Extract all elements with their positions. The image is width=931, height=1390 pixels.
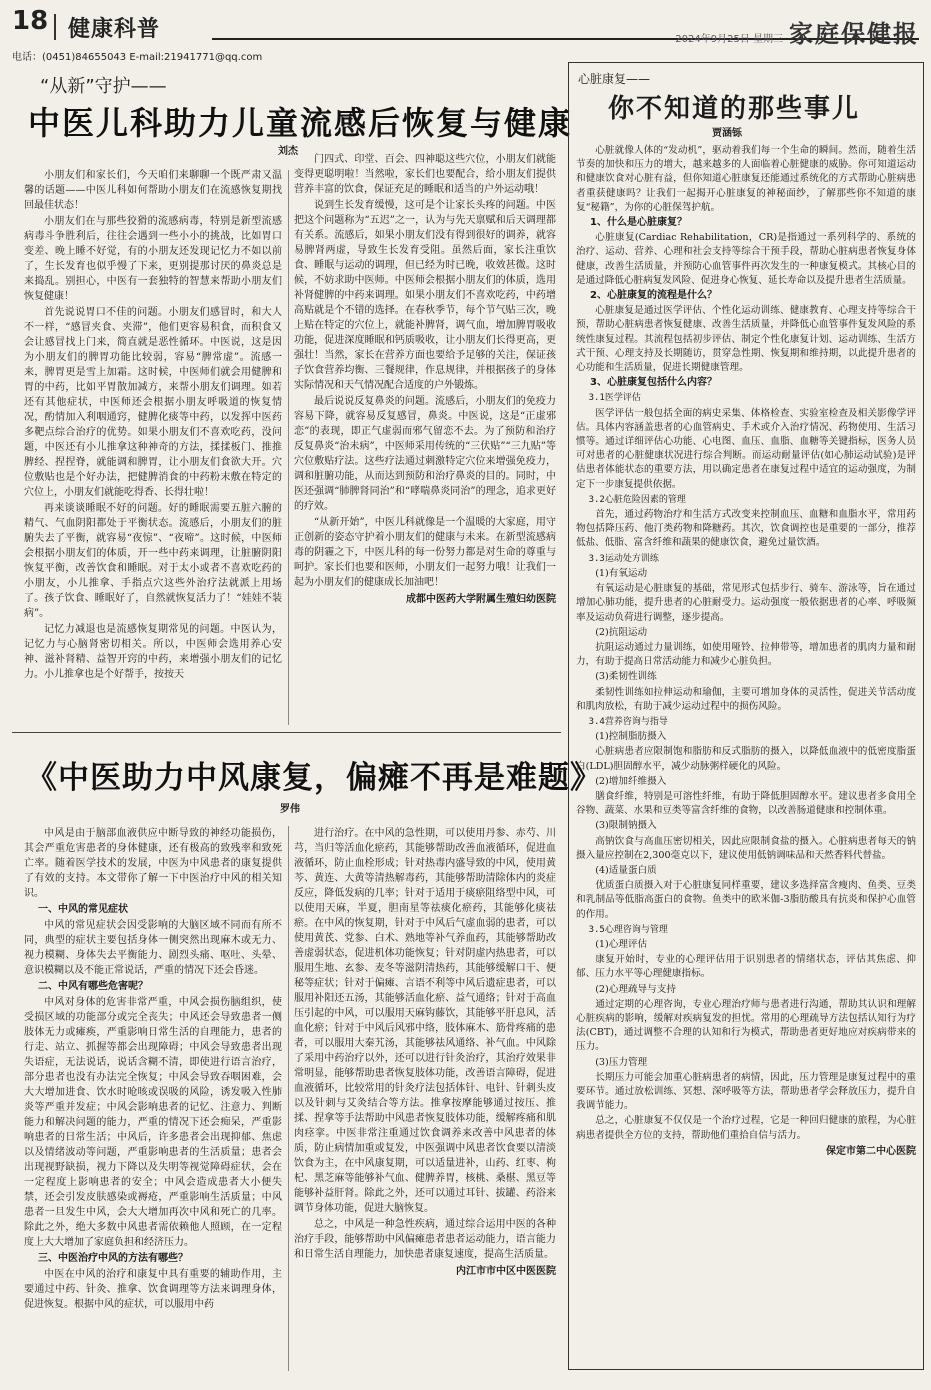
article1-title: 中医儿科助力儿童流感后恢复与健康: [28, 104, 573, 142]
paragraph: 记忆力减退也是流感恢复期常见的问题。中医认为，记忆力与心脑肾密切相关。所以，中医师会选用养心安神、滋补肾精、益智开窍的中药，来增强小朋友们的记忆力。小儿推拿也是个好帮手，按按天: [24, 624, 282, 680]
paragraph: 首先，通过药物治疗和生活方式改变来控制血压、血糖和血脂水平，常用药物包括降压药、他汀类药物和降糖药。其次，饮食调控也是重要的一部分，推荐低盐、低脂、富含纤维和蔬果的健康饮食，避免过量饮酒。: [576, 509, 916, 549]
paragraph: (2)抗阻运动: [595, 626, 648, 638]
paragraph: 心脏病患者应限制饱和脂肪和反式脂肪的摄入，以降低血液中的低密度脂蛋白(LDL)胆固醇水平，减少动脉粥样硬化的风险。: [576, 746, 916, 772]
article3-title: 你不知道的那些事儿: [608, 94, 861, 124]
paragraph: (1)心理评估: [595, 938, 648, 950]
paragraph: (1)控制脂肪摄入: [595, 731, 667, 743]
paragraph: 中风对身体的危害非常严重，中风会损伤脑组织，使受损区域的功能部分或完全丧失；中风还会导致患者一侧肢体无力或瘫痪，严重影响日常生活的自理能力，患者的行走、站立、抓握等都会出现障碍；中风会导致患者出现失语症，无法说话，说话含糊不清，即使进行语言治疗，部分患者也没有办法完全恢复；中风会导致吞咽困难，会大大增加进食、饮水时呛咳或误吸的风险，诱发吸入性肺炎等严重并发症；中风会影响患者的记忆、注意力、判断能力和解决问题的能力，严重的情况下还会痴呆，严重影响患者的日常生活；中风后，许多患者会出现抑郁、焦虑以及情绪波动等问题，严重影响患者的生活质量；患者会出现视野缺损，视力下降以及失明等视觉障碍症状，会在一定程度上影响患者的安全；中风会造成患者大小便失禁，还会引发皮肤感染或褥疮，严重影响生活质量；中风患者一旦发生中风，会大大增加再次中风和死亡的几率。除此之外，绝大多数中风患者需依赖他人照顾，在一定程度上大大增加了家庭负担和经济压力。: [24, 997, 282, 1248]
paragraph: 心脏康复(Cardiac Rehabilitation，CR)是指通过一系列科学的、系统的治疗、运动、营养、心理和社会支持等综合干预手段，帮助心脏病患者恢复身体健康，改善生活质量，并预防心血管事件再次发生的一种康复模式。其核心目的是通过降低心脏病复发风险、促进身心恢复、延长寿命以及提升患者生活质量。: [576, 232, 916, 286]
paragraph: 首先说说胃口不佳的问题。小朋友们感冒时，和大人不一样，“感冒夹食、夹滞”，他们更容易积食，而积食又会让感冒找上门来，简直就是恶性循环。中医说，这是因为小朋友们的脾胃功能比较弱，容易“脾常虚”。流感一来，脾胃更是雪上加霜。这时候，中医师们就会用健脾和胃的中药，比如平胃散加减方，来帮小朋友们调理。如若还有其他症状，中医师还会根据小朋友呼吸道的恢复情况，酌情加入利咽通窍，健脾化痰等中药，以发挥中医药多靶点综合治疗的优势。如果小朋友们不喜欢吃药，没问题，中医还有小儿推拿这种神奇的方法，揉揉板门、推推脾经、捏捏脊，就能调和脾胃，让小朋友们食欲大开。穴位敷贴也是个好办法，把健脾消食的中药粉末敷在特定的穴位上，小朋友们就能吃得香、长得壮啦！: [24, 307, 282, 498]
article1-column-1: [24, 168, 282, 728]
issue-date: 2024年9月25日 星期三: [675, 34, 783, 45]
paragraph: 柔韧性训练如拉伸运动和瑜伽，主要可增加身体的灵活性，促进关节活动度和肌肉放松，有助于减少运动过程中的损伤风险。: [576, 686, 916, 712]
header-divider: [54, 14, 56, 40]
paragraph: 中医在中风的治疗和康复中具有重要的辅助作用，主要通过中药、针灸、推拿、饮食调理等方法来调理身体，促进恢复。根据中风的症状，可以服用中药: [24, 1269, 282, 1310]
paragraph: 膳食纤维，特别是可溶性纤维，有助于降低胆固醇水平。建议患者多食用全谷物、蔬菜、水果和豆类等富含纤维的食物，以改善肠道健康和控制体重。: [576, 790, 916, 817]
paragraph: 心脏就像人体的“发动机”，驱动着我们每一个生命的瞬间。然而，随着生活节奏的加快和压力的增大，越来越多的人面临着心脏健康的威胁。你可知道运动和健康饮食对心脏有益，但你知道心脏康复还能通过系统化的方式帮助心脏病患者重获健康吗？让我们一起揭开心脏康复的神秘面纱，了解那些你不知道的康复“秘籍”，为你的心脏保驾护航。: [576, 145, 916, 213]
subsection-heading: 3.1医学评估: [588, 393, 641, 404]
section-heading: 二、中风有哪些危害呢？: [38, 981, 148, 992]
section-heading: 2、心脏康复的流程是什么？: [590, 290, 717, 302]
paragraph: 总之，心脏康复不仅仅是一个治疗过程，它是一种回归健康的旅程，为心脏病患者提供全方位的支持，帮助他们重拾自信与活力。: [576, 1115, 916, 1141]
subsection-heading: 3.5心理咨询与管理: [588, 924, 668, 935]
paragraph: 进行治疗。在中风的急性期，可以使用丹参、赤芍、川芎，当归等活血化瘀药，其能够帮助改善血液循环，促进血液循环，防止血栓形成；针对热毒内盛导致的中风，使用黄芩、黄连、大黄等清热解毒药，其能够帮助清除体内的炎症反应，降低发病的几率；针对于适用于痰瘀阻络型中风，可以使用天麻，半夏，胆南星等祛痰化瘀药，其能够化痰祛瘀。在中风的恢复期，针对于中风后气虚血弱的患者，可以使用黄芪、党参、白术、熟地等补气养血药，其能够帮助改善虚弱状态，促进机体功能恢复；针对阴虚内热患者，可以服用生地、玄参、麦冬等滋阴清热药，其能够缓解口干、便秘等症状；针对于偏瘫、言语不利等中风后遗症患者，可以服用补阳还五汤，其能够活血化瘀、益气通络；针对于高血压引起的中风，可以服用天麻钩藤饮，其能够平肝息风，活血化瘀；针对于中风后风邪中络，肢体麻木、筋骨疼痛的患者，可以服用大秦艽汤，其能够祛风通络、补气血。中风除了采用中药治疗以外，还可以进行针灸治疗，其治疗效果非常明显，能够帮助患者恢复肢体功能，改善语言障碍，促进血液循环，比较常用的针灸疗法包括体针、电针、针刺头皮以及针刺与艾灸结合等方法。推拿按摩能够通过按压、推揉、捏拿等手法帮助中风患者恢复肢体功能，缓解疼痛和肌肉痉挛。中医非常注重通过饮食调养来改善中风患者的体质，防止病情加重或复发，中医强调中风患者饮食要以清淡饮食为主，在中风康复期，可以适量进补，山药、红枣、枸杞、黑芝麻等能够补气血、健脾养胃，核桃、桑椹、黑豆等能够补益肝肾。除此之外，还可以通过耳针、拔罐、药浴来调节身体功能，促进大脑恢复。: [294, 828, 556, 1214]
paragraph: 小朋友们在与那些狡猾的流感病毒，特别是新型流感病毒斗争胜利后，往往会遇到一些小小的挑战，比如胃口变差、晚上睡不好觉，有的小朋友还发现记忆力不如以前了，生长发育也似乎慢了下来，更别提那讨厌的鼻炎总是来捣乱。别担心，中医有一套独特的智慧来帮助小朋友们恢复健康！: [24, 216, 282, 302]
article2-title: 《中医助力中风康复，偏瘫不再是难题》: [26, 760, 602, 796]
article3-column: [576, 144, 916, 1364]
paragraph: (2)增加纤维摄入: [595, 775, 667, 787]
section-heading: 三、中医治疗中风的方法有哪些？: [38, 1253, 188, 1264]
paragraph: 总之，中风是一种急性疾病，通过综合运用中医的各种治疗手段，能够帮助中风偏瘫患者患者运动能力，语言能力和日常生活自理能力，加快患者康复速度，提高生活质量。: [294, 1219, 556, 1260]
paragraph: 高钠饮食与高血压密切相关，因此应限制食盐的摄入。心脏病患者每天的钠摄入量应控制在2,300毫克以下，建议使用低钠调味品和天然香料代替盐。: [576, 835, 916, 861]
paragraph: 康复开始时，专业的心理评估用于识别患者的情绪状态，评估其焦虑、抑郁、压力水平等心理健康指标。: [576, 954, 916, 980]
paragraph: 最后说说反复鼻炎的问题。流感后，小朋友们的免疫力容易下降，就容易反复感冒，鼻炎。中医说，这是“正虚邪恋”的表现，即正气虚弱而邪气留恋不去。为了预防和治疗反复鼻炎“治未病”，中医师采用传统的“三伏贴”“三九贴”等穴位敷贴疗法。这些疗法通过刺激特定穴位来增强免疫力，调和脏腑功能，从而达到预防和治疗鼻炎的目的。同时，中医还强调“肺脾肾同治”和“哮喘鼻炎同治”的理念，追求更好的疗效。: [294, 396, 556, 512]
article3-kicker: 心脏康复——: [578, 72, 651, 86]
paragraph: 抗阻运动通过力量训练，如使用哑铃、拉伸带等，增加患者的肌肉力量和耐力，有助于提高日常活动能力和减少心脏负担。: [576, 641, 916, 668]
institution-signature: 成都中医药大学附属生殖妇幼医院: [406, 594, 556, 605]
subsection-heading: 3.4营养咨询与指导: [588, 716, 668, 727]
subsection-heading: 3.3运动处方训练: [588, 553, 659, 564]
paragraph: (2)心理疏导与支持: [595, 983, 676, 995]
header-right: [675, 14, 919, 49]
article3-author: 贾涵铄: [712, 128, 742, 139]
paragraph: 说到生长发育缓慢，这可是个让家长头疼的问题。中医把这个问题称为“五迟”之一，认为与先天禀赋和后天调理都有关系。流感后，如果小朋友们没有得到很好的调养，就容易脾肾两虚，导致生长发育受阻。虽然后面，家长注重饮食、睡眠与运动的调理，但已经为时已晚，收效甚微。这时候，不妨求助中医师。中医师会根据小朋友们的体质，选用补肾健脾的中药来调理。如果小朋友们不喜欢吃药，中药增高贴就是个不错的选择。在春秋季节，每个节气贴三次，晚上贴在特定的穴位上，就能补脾肾，调气血，增加脾胃吸收功能，促进深度睡眠和钙质吸收，让小朋友们长得更高，更强壮！当然，家长在营养方面也要给予足够的关注，保证孩子饮食营养均衡、三餐规律，作息规律，并根据孩子的身体实际情况和天气情况配合适度的户外锻炼。: [294, 200, 556, 391]
masthead: 家庭保健报: [789, 20, 919, 48]
article1-column-2: [294, 152, 556, 724]
section-name: 健康科普: [68, 17, 161, 42]
paragraph: 中风的常见症状会因受影响的大脑区域不同而有所不同，典型的症状主要包括身体一侧突然出现麻木或无力、视力模糊、身体失去平衡能力、剧烈头痛、呕吐、头晕、意识模糊以及不能正常说话，严重的情况下还会昏迷。: [24, 920, 282, 976]
paragraph: 有氧运动是心脏康复的基础，常见形式包括步行、骑车、游泳等，旨在通过增加心肺功能，提升患者的心脏耐受力。运动强度一般依据患者的心率、呼吸频率及运动负荷进行调整，逐步提高。: [576, 583, 916, 623]
article2-column-2: [294, 826, 556, 1374]
paragraph: 门四式、印堂、百会、四神聪这些穴位，小朋友们就能变得更聪明啦！当然啦，家长们也要配合，给小朋友们提供营养丰富的饮食，保证充足的睡眠和适当的户外运动哦！: [294, 154, 556, 195]
paragraph: 再来谈谈睡眠不好的问题。好的睡眠需要五脏六腑的精气、气血阴阳都处于平衡状态。流感后，小朋友们的脏腑失去了平衡，就容易“夜惊”、“夜啼”。这时候，中医师会根据小朋友们的体质，开一些中药来调理，让脏腑阴阳恢复平衡，改善饮食和睡眠。对于太小或者不喜欢吃药的小朋友，小儿推拿、手指点穴这些外治疗法就派上用场了。孩子饮食、睡眠好了，自然就恢复活力了！“娃娃不装病”。: [24, 503, 282, 619]
paragraph: 小朋友们和家长们，今天咱们来聊聊一个既严肃又温馨的话题——中医儿科如何帮助小朋友们在流感恢复期找回最佳状态！: [24, 170, 282, 211]
section-heading: 3、心脏康复包括什么内容？: [590, 377, 717, 389]
paragraph: (4)适量蛋白质: [595, 864, 657, 876]
paragraph: 优质蛋白质摄入对于心脏康复同样重要，建议多选择富含瘦肉、鱼类、豆类和乳制品等低脂高蛋白的食物。鱼类中的欧米伽-3脂肪酸具有抗炎和保护心血管的作用。: [576, 880, 916, 920]
paragraph: 通过定期的心理咨询，专业心理治疗师与患者进行沟通，帮助其认识和理解心脏疾病的影响，缓解对疾病复发的担忧。常用的心理疏导方法包括认知行为疗法(CBT)，通过调整不合理的认知和行为模式，帮助患者更好地应对疾病带来的压力。: [576, 998, 916, 1053]
article1-author: 刘杰: [278, 146, 298, 157]
paragraph: “从新开始”，中医儿科就像是一个温暖的大家庭，用守正创新的姿态守护着小朋友们的健康与未来。在新型流感病毒的阴霾之下，中医儿科的每一份努力都是对生命的尊重与呵护。家长们也要和医师，小朋友们一起努力哦！让我们一起为小朋友们的健康成长加油吧！: [294, 517, 556, 588]
institution-signature: 保定市第二中心医院: [826, 1145, 916, 1157]
section-heading: 1、什么是心脏康复？: [590, 217, 687, 229]
article2-author: 罗伟: [280, 804, 300, 815]
paragraph: (3)柔韧性训练: [595, 671, 657, 683]
paragraph: (3)限制钠摄入: [595, 820, 657, 832]
paragraph: (1)有氧运动: [595, 567, 648, 579]
paragraph: 中风是由于脑部血液供应中断导致的神经功能损伤，其会严重危害患者的身体健康，还有极高的致残率和致死亡率。随着医学技术的发展，中医为中风患者的康复提供了有效的支持。本文带你了解一下中医治疗中风的相关知识。: [24, 828, 282, 899]
page-header: [12, 6, 919, 46]
institution-signature: 内江市市中区中医医院: [456, 1266, 556, 1277]
paragraph: 医学评估一般包括全面的病史采集、体格检查、实验室检查及相关影像学评估。具体内容涵盖患者的心血管病史、手术或介入治疗情况、药物使用、生活习惯等。通过详细评估心功能、心电图、血压、血脂、血糖等关键指标，医务人员可对患者的心脏健康状况进行综合判断。而运动耐量评估(如心肺运动试验)是评估患者体能状态的重要方法，用以确定患者在康复过程中适宜的运动强度，为制定下一步康复提供依据。: [576, 407, 916, 490]
article-divider: [12, 732, 561, 733]
article1-kicker: “从新”守护——: [40, 76, 167, 97]
subsection-heading: 3.2心脏危险因素的管理: [588, 494, 686, 505]
section-heading: 一、中风的常见症状: [38, 904, 128, 915]
article2-column-1: [24, 826, 282, 1374]
paragraph: (3)压力管理: [595, 1056, 648, 1068]
page-number: 18: [12, 6, 49, 36]
column-rule: [288, 170, 289, 725]
paragraph: 心脏康复是通过医学评估、个性化运动训练、健康教育、心理支持等综合干预，帮助心脏病患者恢复健康、改善生活质量，并降低心血管事件复发风险的系统性康复过程。其流程包括初步评估、制定个性化康复计划、运动训练、生活方式干预、心理支持及长期随访，贯穿急性期、恢复期和维持期，以此提升患者的心功能和生活质量，促进长期健康管理。: [576, 305, 916, 374]
column-rule: [288, 826, 289, 1371]
contact-line: 电话：(0451)84655043 E-mail:21941771@qq.com: [12, 52, 263, 63]
paragraph: 长期压力可能会加重心脏病患者的病情，因此，压力管理是康复过程中的重要环节。通过放松训练、冥想、深呼吸等方法，帮助患者学会释放压力，提升自我调节能力。: [576, 1071, 916, 1112]
